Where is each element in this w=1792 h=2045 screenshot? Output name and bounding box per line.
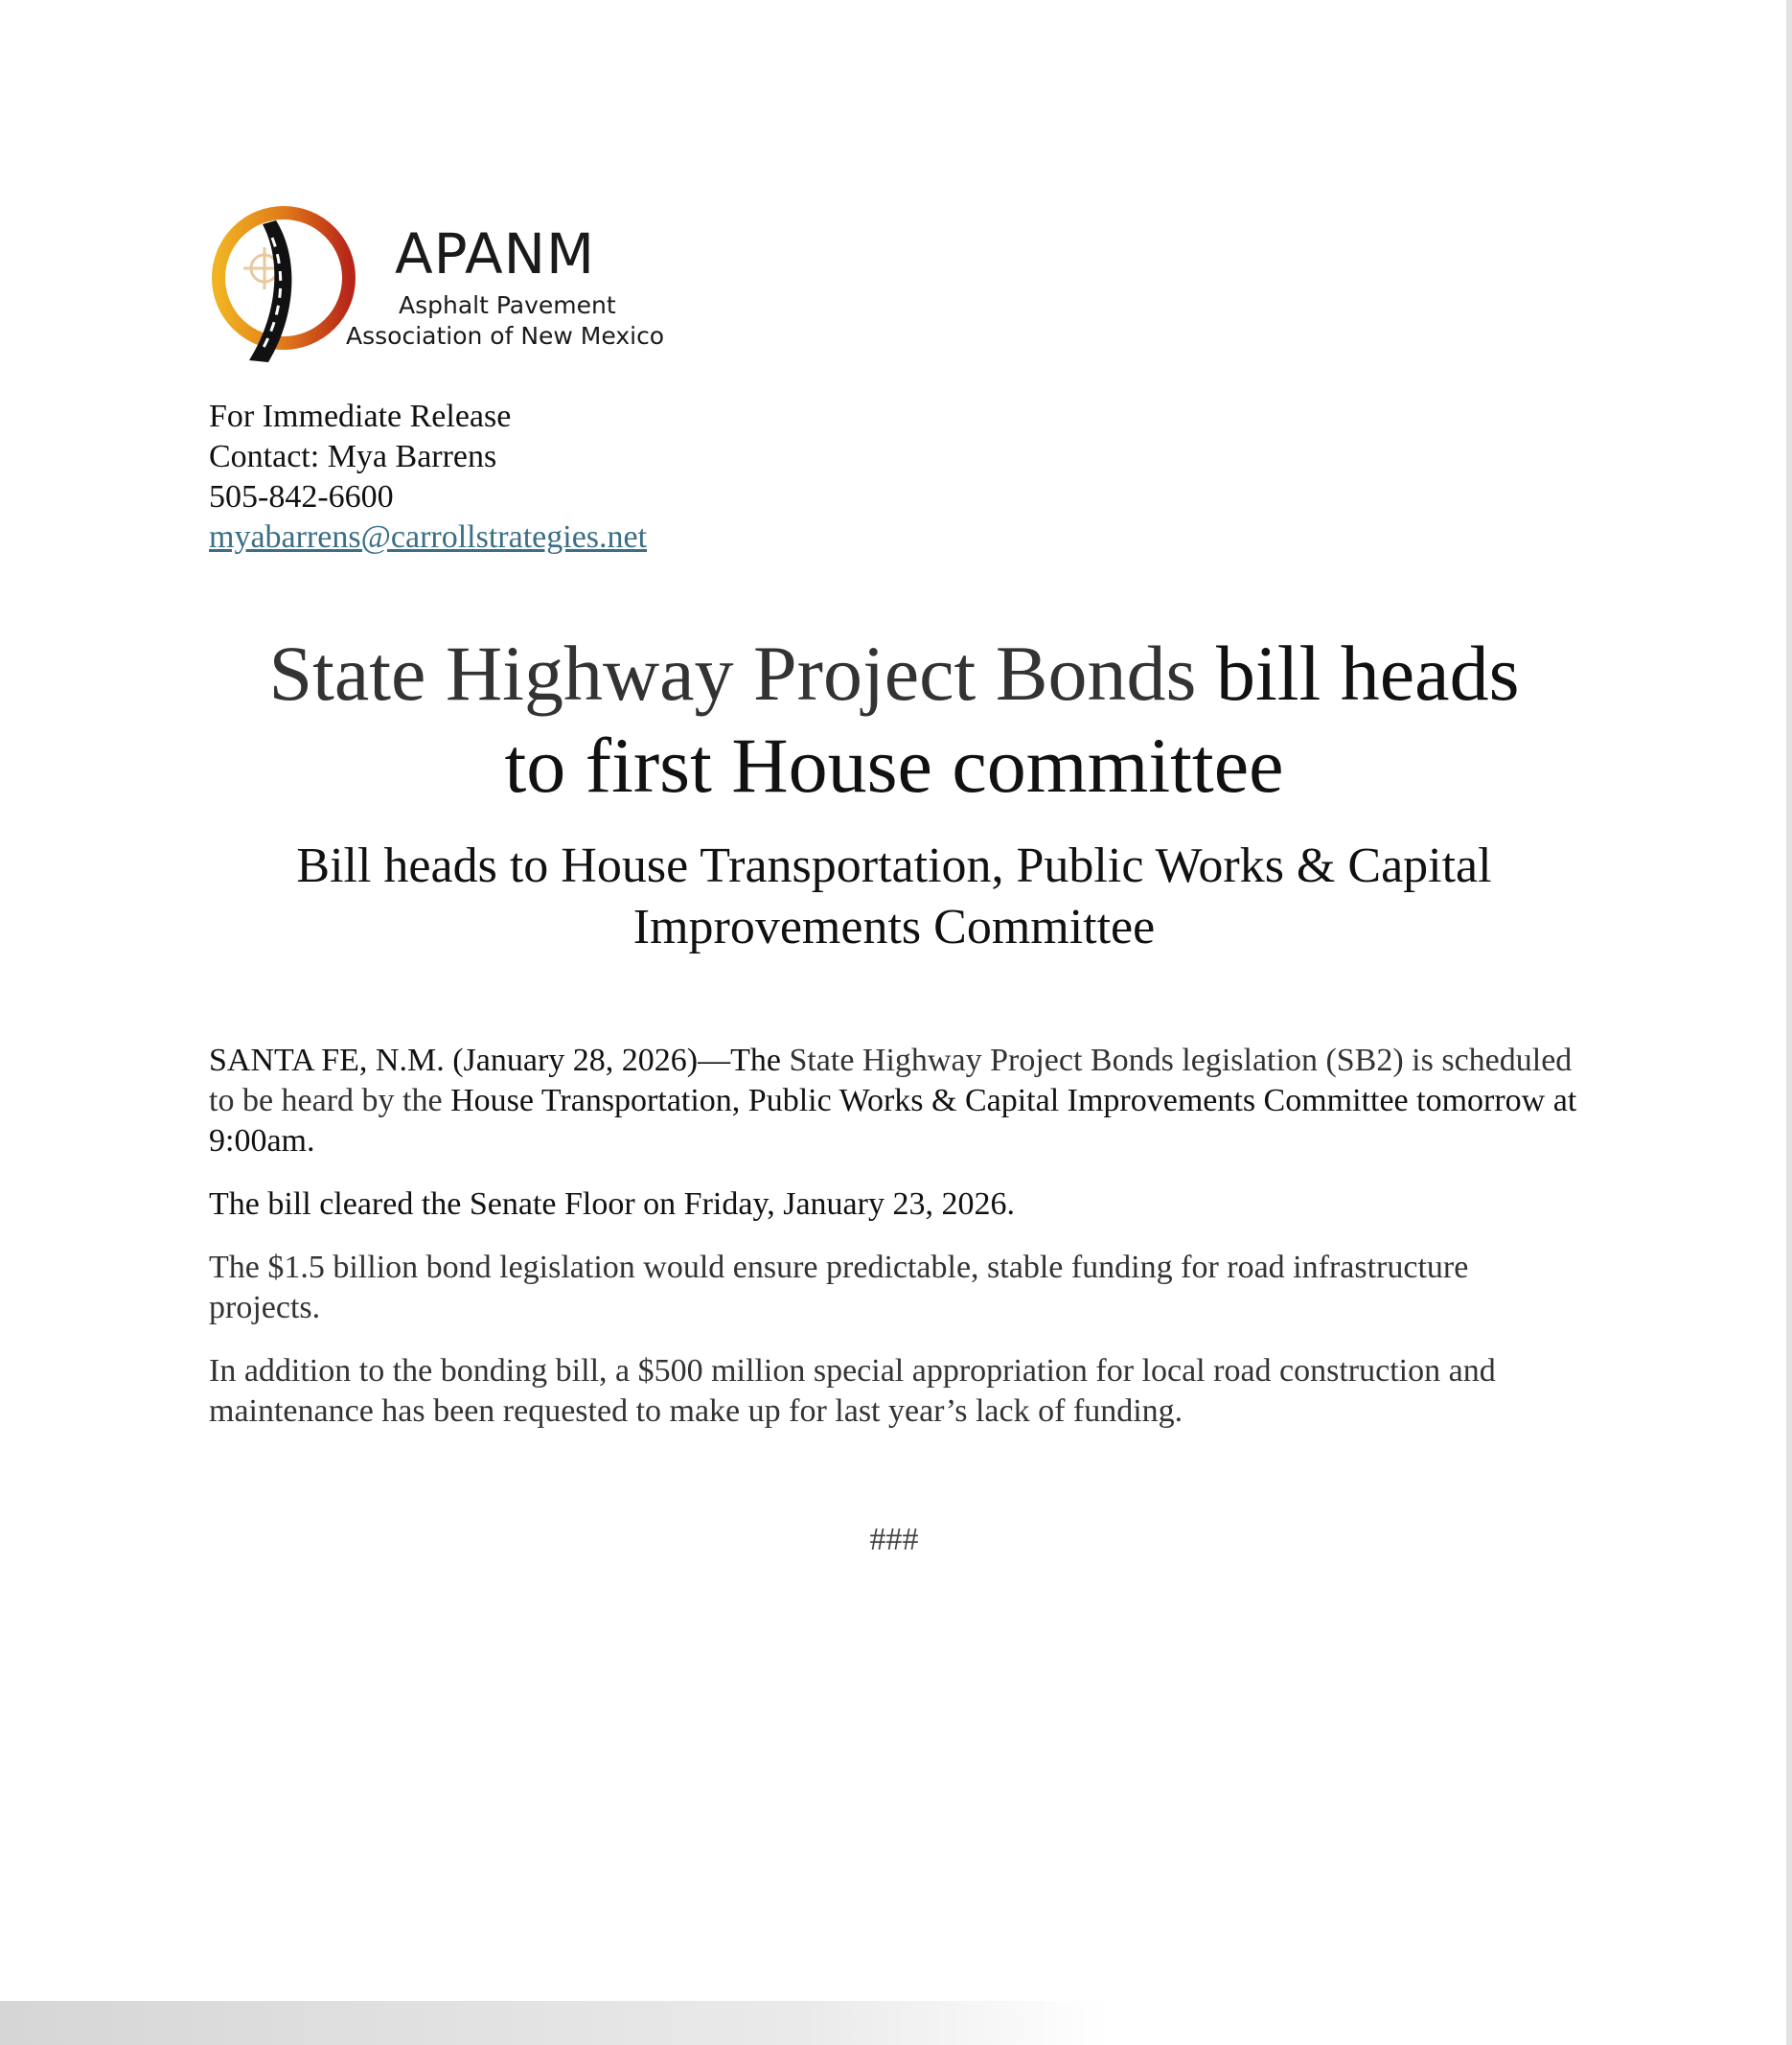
end-mark: ### bbox=[869, 1522, 919, 1557]
paragraph-2: The bill cleared the Senate Floor on Friday, January 23, 2026. bbox=[209, 1186, 1015, 1222]
apanm-logo bbox=[209, 199, 669, 372]
bottom-shadow bbox=[0, 2001, 1786, 2045]
paragraph-4: In addition to the bonding bill, a $500 million special appropriation for local road construction and maintenance has been requested to make up for last year’s lack of funding. bbox=[209, 1353, 1496, 1429]
headline-line2: to first House committee bbox=[504, 722, 1284, 809]
p1-middle: State Highway Project Bonds legislation (SB2) is scheduled to be heard by the bbox=[209, 1043, 1573, 1118]
contact-block bbox=[209, 397, 647, 558]
subhead-line2: Improvements Committee bbox=[632, 900, 1156, 954]
road-emblem-icon bbox=[209, 199, 362, 372]
contact-phone: 505-842-6600 bbox=[209, 479, 394, 515]
paragraph-3: The $1.5 billion bond legislation would ensure predictable, stable funding for road infrastructure projects. bbox=[209, 1250, 1469, 1325]
logo-subtitle-line1: Asphalt Pavement bbox=[399, 291, 616, 319]
subheadline bbox=[209, 836, 1579, 958]
headline bbox=[209, 628, 1579, 812]
contact-email-link[interactable]: myabarrens@carrollstrategies.net bbox=[209, 519, 648, 555]
dateline: SANTA FE, N.M. (January 28, 2026)—The bbox=[209, 1043, 790, 1078]
headline-part2: bill heads bbox=[1196, 630, 1520, 717]
page-edge bbox=[1786, 0, 1792, 2045]
logo-subtitle-line2: Association of New Mexico bbox=[346, 322, 665, 350]
release-note: For Immediate Release bbox=[209, 399, 512, 434]
subhead-line1: Bill heads to House Transportation, Public Works & Capital bbox=[296, 839, 1492, 893]
logo-title: APANM bbox=[395, 221, 596, 287]
contact-name: Contact: Mya Barrens bbox=[209, 439, 497, 474]
paragraph-1 bbox=[209, 1041, 1579, 1161]
body-text bbox=[209, 1041, 1579, 1455]
headline-part1: State Highway Project Bonds bbox=[268, 630, 1197, 717]
p1-end: House Transportation, Public Works & Capital Improvements Committee tomorrow at 9:00am. bbox=[209, 1083, 1577, 1159]
